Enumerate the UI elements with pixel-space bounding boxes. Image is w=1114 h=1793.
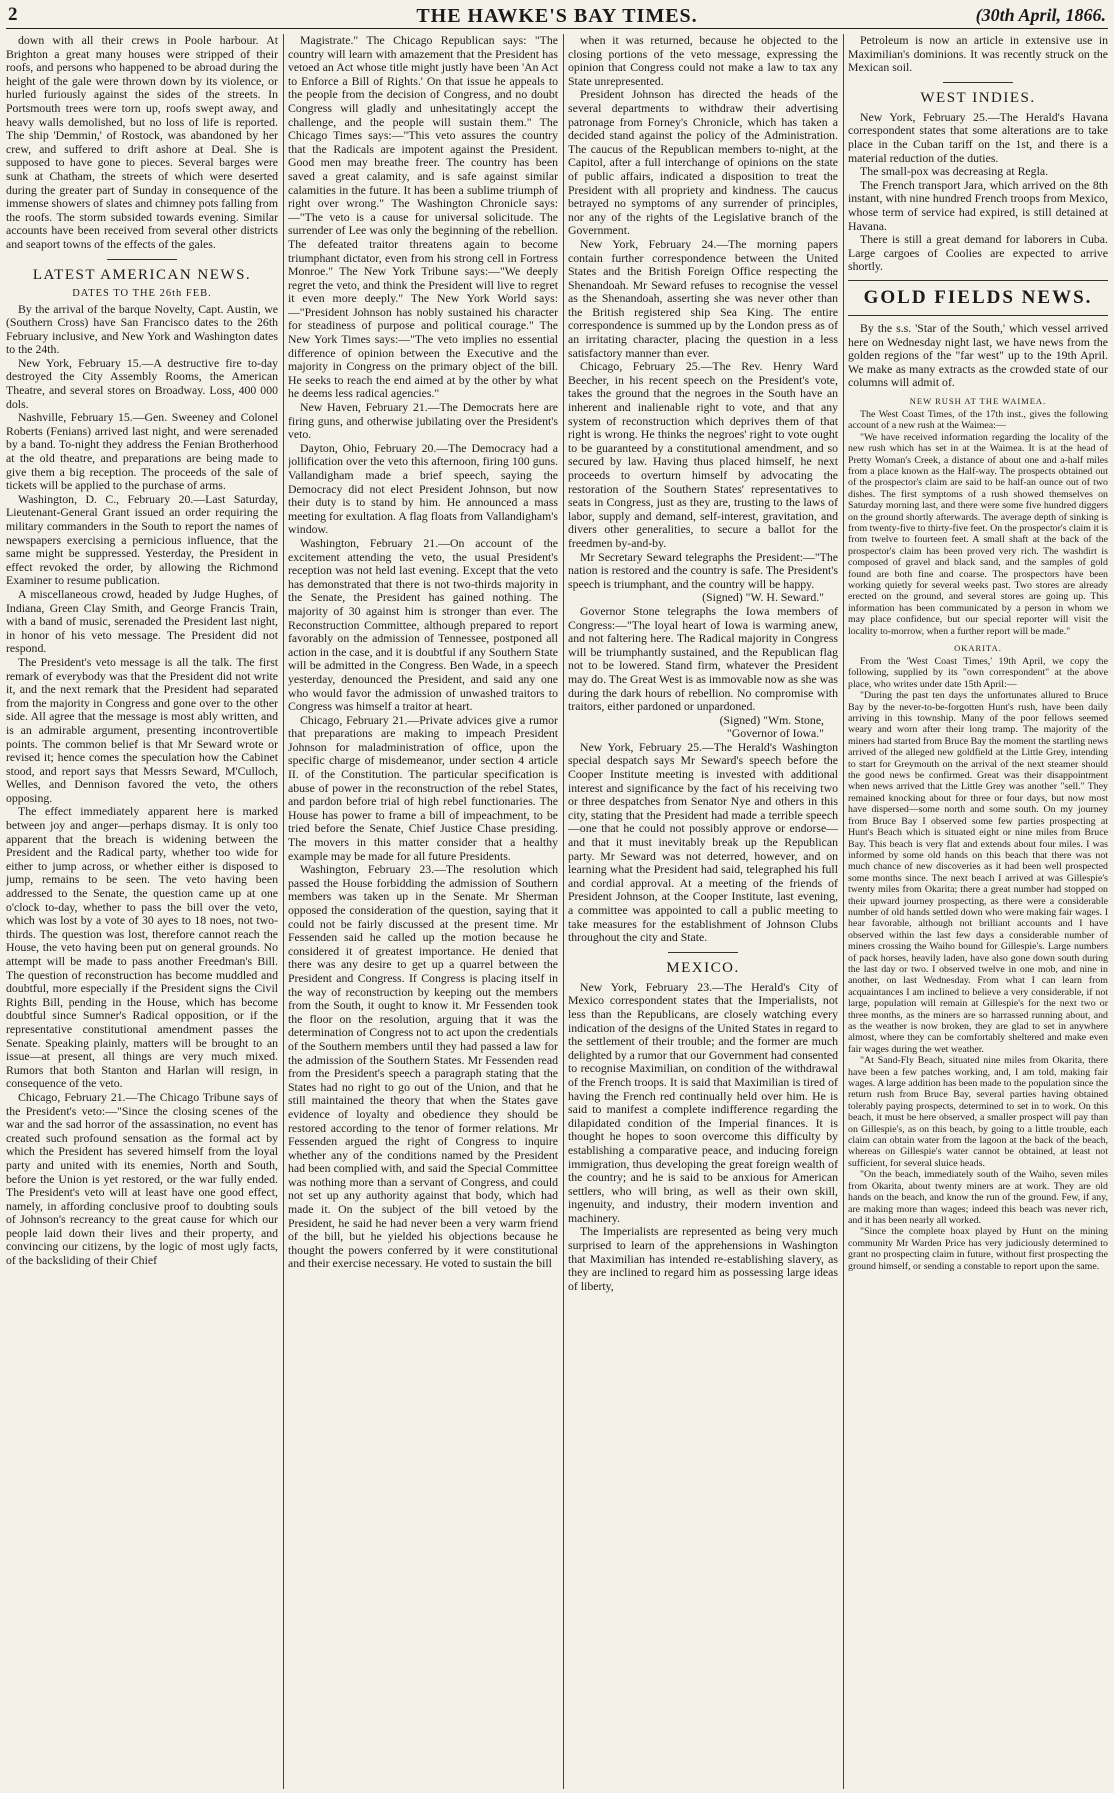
signature-line: (Signed) "Wm. Stone,	[719, 712, 824, 727]
american-news-subheading: DATES TO THE 26th FEB.	[72, 287, 212, 299]
article-paragraph: The effect immediately apparent here is marked between joy and anger—perhaps dismay. It is only too apparent that the breach is widening between the President and the Radical party, whether too wide for either to jump across, or whether either is disposed to jump, remains to be seen. The veto having been addressed to the Senate, the question came up at one o'clock to-day, whether to pass the bill over the veto, which was lost by a vote of 30 ayes to 18 noes, not two-thirds. The question was lost, therefore cannot reach the House, the veto having been put on general grounds. No attempt will be made to pass another Freedman's Bill. The question of reconstruction has become muddled and doubtful, more especially if the President signs the Civil Rights Bill, pending in the House, which has become doubtful since Sumner's Radical opposition, or if the representative constitutional amendment passes the Senate. Speaking plainly, matters will be brought to an issue—at present, all things are very much mixed. Rumors that both Stanton and Harlan will resign, in consequence of the veto.	[6, 804, 278, 1091]
article-paragraph: Magistrate." The Chicago Republican says: "The country will learn with amazement that the President has vetoed an Act whose title might justly have been 'An Act to Enforce a Bill of Rights.' On that issue he appeals to the people from the decision of Congress, and no doubt Congress will gladly and unhesitatingly accept the challenge, and the people will sustain them." The Chicago Times says:—"This veto assures the country that the Radicals are impotent against the President. Good men may breathe freer. The country has been saved a great calamity, and is safe against similar calamities in the future. It has been a sublime triumph of right over wrong." The Washington Chronicle says:—"The veto is a cause for universal solicitude. The surrender of Lee was only the beginning of the rebellion. The defeated traitor threatens again to become triumphant dictator, even from his strong cell in Fortress Monroe." The New York Tribune says:—"We deeply regret the veto, and think the President will live to regret it even more deeply." The New York World says:—"President Johnson has nobly sustained his character for steadiness of purpose and political courage." The New York Times says:—"The veto implies no essential difference of opinion between the Executive and the majority in Congress on the primary object of the bill. He seeks to reach the end aimed at by the other by what he deems less radical agencies."	[288, 34, 558, 401]
article-paragraph: when it was returned, because he objected to the closing portions of the veto message, expressing the opinion that Congress could not make a law to tax any State unrepresented.	[568, 34, 838, 88]
article-paragraph: New York, February 25.—The Herald's Washington special despatch says Mr Seward's speech before the Cooper Institute meeting is invested with additional interest and significance by the fact of his receiving two or three despatches from Senator Nye and others in this city, stating that the President had made a terrible speech—one that he could not possibly approve or endorse—and that it must inevitably break up the Republican party. Mr Seward was not deterred, however, and on learning what the President had said, telegraphed his full and cordial approval. At a meeting of the friends of President Johnson, at the Cooper Institute, last evening, a committee was appointed to call a public meeting to take measures for the establishment of Johnson Clubs throughout the city and State.	[568, 739, 838, 945]
column-rule	[563, 34, 564, 1789]
article-paragraph: "Since the complete hoax played by Hunt on the mining community Mr Warden Price has very judiciously determined to grant no prospecting claim in future, without first prospecting the ground himself, or sending a constable to report upon the same.	[848, 1226, 1108, 1272]
article-paragraph: Governor Stone telegraphs the Iowa members of Congress:—"The loyal heart of Iowa is warming anew, and not faltering here. The Radical majority in Congress will be triumphantly sustained, and the Republican flag not to be lowered. Stand firm, whatever the President may do. The Great West is as immovable now as she was during the dark hours of rebellion. No compromise with traitors, either pardoned or unpardoned.	[568, 603, 838, 714]
article-paragraph: Petroleum is now an article in extensive use in Maximilian's dominions. It was recently struck on the Mexican soil.	[848, 34, 1108, 75]
article-paragraph: From the 'West Coast Times,' 19th April, we copy the following, supplied by its "own correspondent" at the above place, who writes under date 15th April:—	[848, 656, 1108, 690]
article-paragraph: The small-pox was decreasing at Regla.	[860, 164, 1049, 179]
article-paragraph: Washington, D. C., February 20.—Last Saturday, Lieutenant-General Grant issued an order requiring the military commanders in the South to report the names of newspapers exercising a pernicious influence, that the same might be suppressed. Yesterday, the President in effect revoked the order, by allowing the Richmond Examiner to resume publication.	[6, 491, 278, 588]
divider	[848, 315, 1108, 316]
article-paragraph: The President's veto message is all the talk. The first remark of everybody was that the President did not write it, and the next remark that the President had separated from the majority in Congress and gone over to the other side. All agree that the message is most ably written, and is an admirable argument, presenting incontrovertible points. The common belief is that Mr Seward wrote or revised it; hence comes the speculation how the Cabinet stood, and report says that Messrs Seward, M'Culloch, Welles, and Dennison favored the veto, the others opposing.	[6, 654, 278, 805]
article-paragraph: New Haven, February 21.—The Democrats here are firing guns, and otherwise jubilating over the President's veto.	[288, 400, 558, 442]
article-paragraph: A miscellaneous crowd, headed by Judge Hughes, of Indiana, Green Clay Smith, and George Francis Train, with a band of music, serenaded the President last night, in honor of his veto message. The President did not respond.	[6, 586, 278, 656]
issue-date: (30th April, 1866.	[975, 5, 1106, 25]
article-paragraph: The Imperialists are represented as being very much surprised to learn of the apprehensions in Washington that Maximilian has intended re-establishing slavery, as they are inclined to regard him as possessing large ideas of liberty,	[568, 1224, 838, 1293]
article-paragraph: Washington, February 21.—On account of the excitement attending the veto, the usual President's reception was not held last evening. Except that the veto has demonstrated that there is not two-thirds majority in the Senate, the President has gained nothing. The majority of 30 against him is stronger than ever. The Reconstruction Committee, although prepared to report favorably on the admission of Tennessee, postponed all action in the case, and it is doubtful if any Southern State will be admitted in the Congress. Ben Wade, in a speech yesterday, denounced the President, and said any one who would favor the admission of unwashed traitors to Congress was himself a traitor at heart.	[288, 535, 558, 714]
signature-line: "Governor of Iowa."	[726, 726, 824, 741]
article-paragraph: "On the beach, immediately south of the Waiho, seven miles from Okarita, about twenty miners are at work. They are old hands on the beach, and know the run of the ground. Few, if any, are making more than wages; indeed this beach was never rich, and it has been nearly all worked.	[848, 1169, 1108, 1226]
page-number: 2	[8, 4, 18, 25]
small-print-section	[848, 396, 1108, 1272]
article-paragraph: Dayton, Ohio, February 20.—The Democracy had a jollification over the veto this afternoon, firing 100 guns. Vallandigham made a brief speech, saying the Democracy did not elect President Johnson, but now their duty is to stand by him. He announced a mass meeting for exultation. A flag floats from Vallandigham's window.	[288, 440, 558, 537]
divider	[848, 280, 1108, 281]
article-paragraph: President Johnson has directed the heads of the several departments to withdraw their advertising patronage from Forney's Chronicle, which has taken a decided stand against the policy of the Administration. The caucus of the Republican members to-night, at the Capitol, after a full interchange of opinions on the state of public affairs, indicated a disposition to treat the President with all propriety and kindness. The caucus betrayed no symptoms of any surrender of principles, nor any of the rights of the Legislative branch of the Government.	[568, 87, 838, 238]
article-paragraph: "We have received information regarding the locality of the new rush which has set in at the Waimea. It is at the head of Pretty Woman's Creek, a distance of about one and a-half miles from a place known as the Half-way. The prospects obtained out of the prospector's claim are said to be half-an ounce out of two dishes. The first symptoms of a rush showed themselves on Saturday morning last, and there were some five hundred diggers on the ground shortly afterwards. The average depth of sinking is from twenty-five to thirty-five feet. On the prospector's claim it is from twelve to fourteen feet. A small shaft at the back of the prospector's claim has been proved very rich. The washdirt is composed of gravel and black sand, and the samples of gold found are both fine and coarse. The prospectors have been working quietly for several weeks past. Two stores are already erected on the ground, and several stores are going up. This information has been communicated by a person in whom we may place confidence, but our special reporter will visit the locality to-morrow, when a further report will be made."	[848, 431, 1108, 637]
article-paragraph: By the arrival of the barque Novelty, Capt. Austin, we (Southern Cross) have San Francisco dates to the 26th February inclusive, and New York and Washington dates to the 24th.	[6, 301, 278, 357]
article-paragraph: "During the past ten days the unfortunates allured to Bruce Bay by the never-to-be-forgotten Hunt's rush, have been daily arriving in this township. Many of the poor fellows seemed weary and worn after their long tramp. The majority of the miners had started from Bruce Bay the moment the startling news arrived of the alleged new goldfield at the Little Grey, intending to start for Greymouth on the arrival of the next steamer should the good news be confirmed. Great was their disappointment when news arrived that the Little Grey was another "sell." They remained knocking about for three or four days, but now most have dispersed—some north and some south. On my journey from Bruce Bay I observed some few parties prospecting at Hunt's Beach which is situated eight or nine miles from Bruce Bay. This beach is very flat and extends about four miles. I was informed by some old hands on this beach that there was not much chance of new discoveries as it had been well prospected some months since. The next beach I arrived at was Gillespie's twenty miles from Okarita; there a great number had stopped on their upward journey prospecting, as there were a considerable number of old hands settled down who were making fair wages. I hear favorable, although not brilliant accounts and I have observed within the last few days a considerable number of miners crossing the Waiho bound for Gillespie's. Large numbers of pack horses, heavily laden, have also gone down south during the last day or two. I observed twelve in one mob, and nine in another, on last Wednesday. From what I can learn from acquaintances I am inclined to believe a very considerable, if not large, population will remain at Gillespie's for the next two or three months, as the miners are so harrassed running about, and as the weather is now broken, they are glad to set in anywhere almost, where they can be comfortably sheltered and make even fair wages during the wet weather.	[848, 690, 1108, 1055]
divider	[668, 952, 738, 953]
article-paragraph: Nashville, February 15.—Gen. Sweeney and Colonel Roberts (Fenians) arrived last night, and were serenaded by a band. To-night they address the Fenian Brotherhood at the old theatre, and preparations are being made to give them a big reception. The proceeds of the sale of tickets will be applied to the purchase of arms.	[6, 410, 278, 493]
masthead	[6, 4, 1108, 29]
column-rule	[283, 34, 284, 1789]
article-paragraph: New York, February 23.—The Herald's City of Mexico correspondent states that the Imperialists, not less than the Republicans, are closely watching every indication of the designs of the United States in regard to the settlement of their trouble; and the former are much delighted by a rumor that our Government had consented to recognise Maximilian, on condition of the withdrawal of the French troops. It is said that Maximilian is tired of having the French red continually held over him. He is said to manifest a complete indifference regarding the dilapidated condition of the Imperial finances. It is thought he hopes to soon overcome this difficulty by establishing a comparative peace, and inducing foreign immigration, thus developing the great foreign wealth of the country; and he is said to be anxious for American settlers, who will bring, as well as their own skill, ingenuity, and industry, their modern invention and machinery.	[568, 979, 838, 1225]
article-paragraph: "At Sand-Fly Beach, situated nine miles from Okarita, there have been a few patches working, and, I am told, making fair wages. A large addition has been made to the population since the return rush from Bruce Bay, several parties having obtained tolerably paying prospects, determined to set in to work. On this beach, it must be here observed, a smaller prospect will pay than on Gillespie's, as on this beach, by going to a little trouble, each claim can obtain water from the lagoon at the back of the beach, whereas on Gillespie's water cannot be obtained, at least not sufficient, for several sluice heads.	[848, 1055, 1108, 1169]
article-paragraph: New York, February 25.—The Herald's Havana correspondent states that some alterations are to take place in the Cuban tariff on the 1st, and there is a material reduction of the duties.	[848, 109, 1108, 165]
american-news-heading: LATEST AMERICAN NEWS.	[32, 266, 252, 283]
article-paragraph: New York, February 24.—The morning papers contain further correspondence between the United States and the British Foreign Office respecting the Shenandoah. Mr Seward refuses to recognise the vessel as the Shenandoah, asserting she was never other than the British registered ship Sea King. The entire correspondence is summed up by the London press as of an irritating character, placing the question in a less satisfactory manner than ever.	[568, 236, 838, 360]
gold-fields-heading: GOLD FIELDS NEWS.	[863, 286, 1093, 308]
mexico-heading: MEXICO.	[666, 959, 740, 976]
column-1	[6, 34, 278, 1789]
waimea-subheading: NEW RUSH AT THE WAIMEA.	[909, 395, 1047, 406]
storm-report-paragraph: down with all their crews in Poole harbour. At Brighton a great many houses were stripped of their roofs, and persons who happened to be abroad during the height of the gale were thrown down by its violence, or hurled furiously against the sides of the streets. In Portsmouth trees were torn up, roofs swept away, and heavy walls demolished, but no loss of life is reported. The ship 'Demmin,' of Rostock, was abandoned by her crew, and suffered to drift ashore at Deal. She is supposed to have gone to pieces. Several barges were sunk at Chatham, the streets of which were deserted during the greater part of Sunday in consequence of the immense showers of slates and chimney pots falling from the roofs. The storm subsided towards evening. Similar accounts have been received from several other districts and seaport towns of the effects of the gales.	[6, 34, 278, 251]
divider	[943, 82, 1013, 83]
newspaper-title: THE HAWKE'S BAY TIMES.	[416, 5, 698, 27]
column-2	[288, 34, 558, 1789]
article-paragraph: Washington, February 23.—The resolution which passed the House forbidding the admission of Southern members was taken up in the Senate. Mr Sherman opposed the consideration of the question, saying that it could not be fairly discussed at the present time. Mr Fessenden said he called up the motion because he considered it of greatest importance. He denied that there was any desire to get up a quarrel between the President and Congress. If Congress is placing itself in the way of reconstruction by keeping out the members from the South, it ought to know it. Mr Fessenden took the floor on the resolution, arguing that it was the determination of Congress not to act upon the credentials of the Southern members until they had passed a law for the admission of the Southern States. Mr Fessenden read from the President's speech a paragraph stating that the States had no right to go out of the Union, and that he still maintained the theory that when the States gave evidence of loyalty and obedience they should be restored according to the tenor of former relations. Mr Fessenden argued the right of Congress to inquire whether any of the conditions named by the President had been complied with, and said the Special Committee was nothing more than a servant of Congress, and could not set up any authority against that body, which had made it. On the subject of the bill vetoed by the President, he said he had never been a very warm friend of the bill, but he yielded his objections because he thought the powers conferred by it were constitutional and their exercise necessary. He voted to sustain the bill	[288, 862, 558, 1271]
article-paragraph: Chicago, February 21.—The Chicago Tribune says of the President's veto:—"Since the closing scenes of the war and the sad horror of the assassination, no event has created such profound sensation as the formal act by which the President has severed himself from the loyal party and united with its enemies, North and South, before the Union is yet restored, or the war fully ended. The President's veto will at least have one good effect, namely, in affording conclusive proof to doubting souls of Johnson's recreancy to the great cause for which our people laid down their lives and their property, and convincing our citizens, by the logic of most ugly facts, of the backsliding of their Chief	[6, 1089, 278, 1268]
article-paragraph: There is still a great demand for laborers in Cuba. Large cargoes of Coolies are expected to arrive shortly.	[848, 232, 1108, 274]
article-paragraph: The French transport Jara, which arrived on the 8th instant, with nine hundred French troops from Mexico, whose term of service had expired, is still detained at Havana.	[848, 177, 1108, 233]
article-paragraph: Chicago, February 25.—The Rev. Henry Ward Beecher, in his recent speech on the President's vote, takes the ground that the negroes in the South have an inherent and inalienable right to vote, and that any system of reconstruction which deprives them of that right is wrong. He thinks the negroes' right to vote ought to be guaranteed by a constitutional amendment, and so secured by law. Having thus placed himself, he next proceeds to overturn himself by advocating the restoration of the Southern States' representatives to seats in Congress, just as they are, trusting to the laws of labor, supply and demand, self-interest, gravitation, and divers other generalities, to secure a ballot for the freedmen by-and-by.	[568, 359, 838, 550]
divider	[107, 259, 177, 260]
article-paragraph: By the s.s. 'Star of the South,' which vessel arrived here on Wednesday night last, we have news from the golden regions of the "far west" up to the 19th April. We make as many extracts as the crowded state of our columns will admit of.	[848, 320, 1108, 390]
article-paragraph: Chicago, February 21.—Private advices give a rumor that preparations are making to impeach President Johnson for maladministration of office, upon the specific charge of misdemeanor, under section 4 article II. of the Constitution. The particular specification is abuse of power in the reconstruction of the rebel States, and pardon before trial of high rebel functionaries. The House has power to frame a bill of impeachment, to be tried before the Senate, Chief Justice Chase presiding. The movers in this matter consider that a healthy example may be made for all future Presidents.	[288, 712, 558, 863]
signature-line: (Signed) "W. H. Seward."	[702, 590, 824, 605]
article-paragraph: The West Coast Times, of the 17th inst., gives the following account of a new rush at the Waimea:—	[848, 408, 1108, 432]
article-paragraph: Mr Secretary Seward telegraphs the President:—"The nation is restored and the country is safe. The President's speech is triumphant, and the country will be happy.	[568, 549, 838, 591]
column-3	[568, 34, 838, 1789]
article-paragraph: New York, February 15.—A destructive fire to-day destroyed the City Assembly Rooms, the American Theatre, and several stores on Broadway. Loss, 400 000 dols.	[6, 355, 278, 411]
column-4	[848, 34, 1108, 1789]
west-indies-heading: WEST INDIES.	[920, 89, 1036, 106]
column-rule	[843, 34, 844, 1789]
okarita-subheading: OKARITA.	[954, 643, 1002, 653]
